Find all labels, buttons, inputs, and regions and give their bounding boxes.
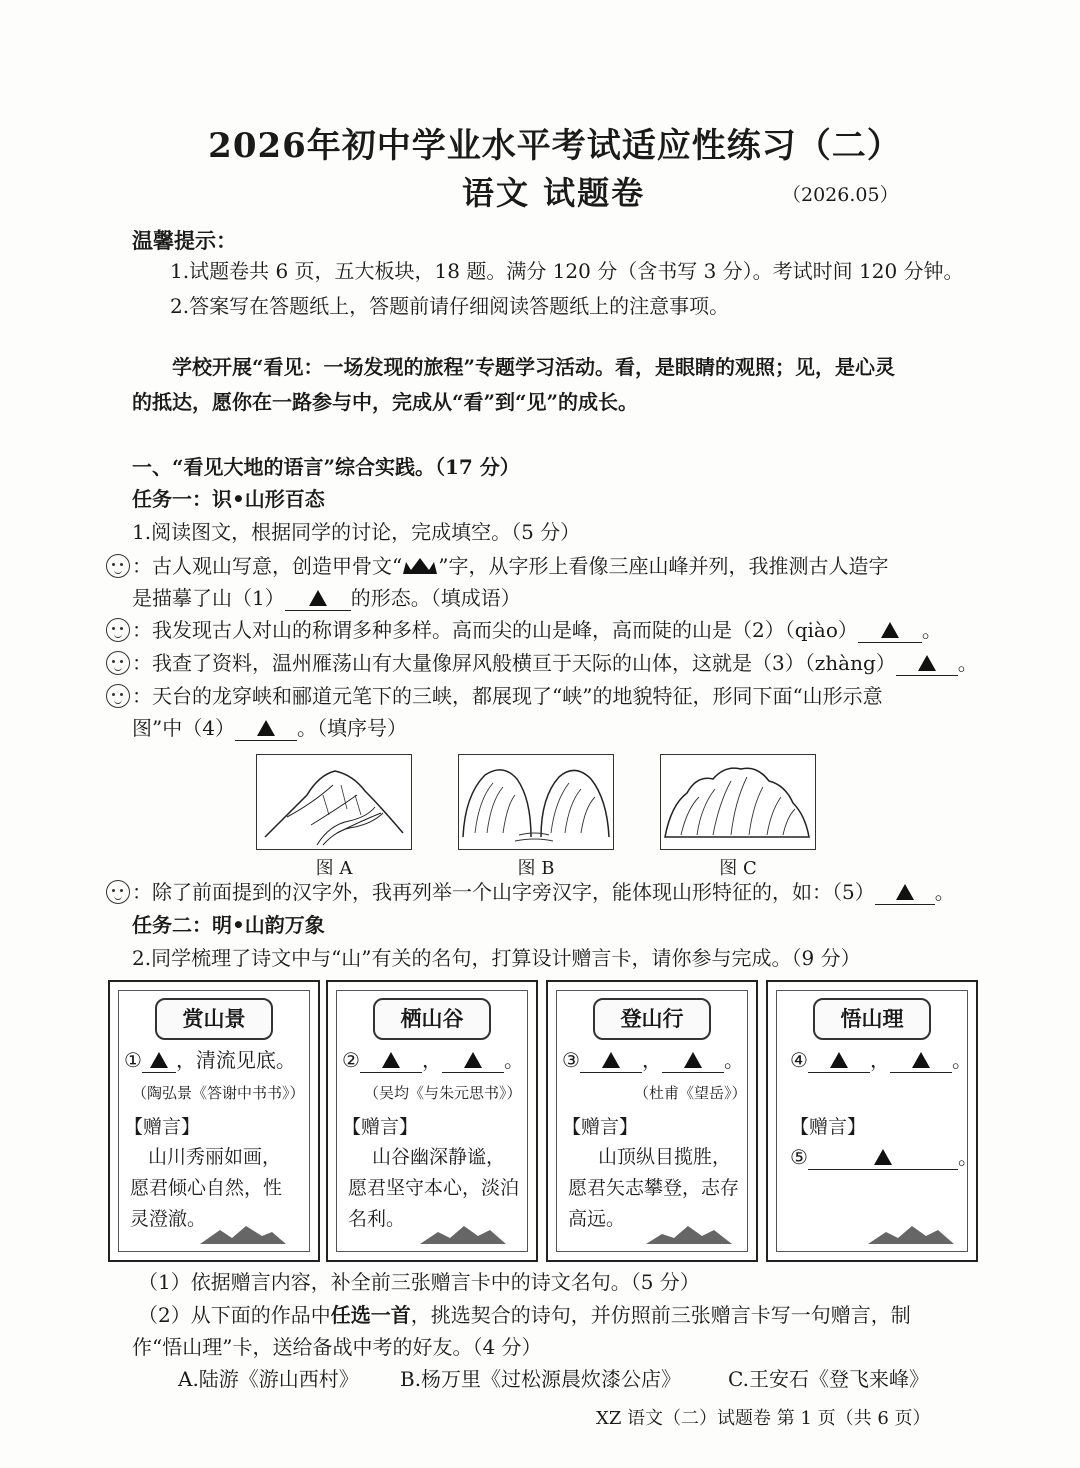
option-c: C.王安石《登飞来峰》 [728, 1367, 929, 1391]
student-face-icon [106, 880, 130, 904]
mountain-decoration-icon [644, 1224, 734, 1246]
speech-3: ：我查了资料，温州雁荡山有大量像屏风般横亘于天际的山体，这就是（3）（zhàng） 。 [106, 648, 978, 678]
answer-blank-5[interactable] [875, 880, 935, 905]
answer-blank-4[interactable] [235, 716, 297, 741]
answer-blank-1[interactable] [285, 586, 351, 611]
card-answer-blank[interactable] [808, 1145, 958, 1170]
blank-triangle-icon [684, 1052, 702, 1068]
speech-4-line-1: ：天台的龙穿峡和郦道元笔下的三峡，都展现了“峡”的地貌特征，形同下面“山形示意 [106, 681, 883, 711]
blank-triangle-icon [602, 1052, 620, 1068]
card-dengshanxing [546, 980, 758, 1262]
page-title: 2026年初中学业水平考试适应性练习（二） [208, 126, 902, 166]
card-answer-blank[interactable] [808, 1048, 870, 1073]
figure-b-image [458, 754, 614, 850]
card-source: （陶弘景《答谢中书书》） [132, 1084, 305, 1102]
mountain-b-icon [459, 755, 612, 848]
blank-triangle-icon [896, 884, 914, 900]
card-answer-blank[interactable] [142, 1048, 176, 1073]
card-shangshanjing [108, 980, 320, 1262]
task-2-heading: 任务二：明•山韵万象 [132, 913, 325, 937]
card-title: 栖山谷 [373, 998, 491, 1040]
card-poem-line: ① ，清流见底。 [124, 1048, 296, 1072]
mountain-decoration-icon [866, 1224, 956, 1246]
mountain-a-icon [257, 755, 410, 848]
card-source: （杜甫《望岳》） [634, 1084, 747, 1102]
card-zengyan-label: 【赠言】 [124, 1116, 201, 1138]
mountain-decoration-icon [198, 1224, 288, 1246]
student-face-icon [106, 684, 130, 708]
answer-blank-2[interactable] [858, 618, 922, 643]
section-1-heading: 一、“看见大地的语言”综合实践。（17 分） [132, 455, 520, 479]
page-footer: XZ 语文（二）试题卷 第 1 页（共 6 页） [596, 1408, 931, 1429]
speech-4-line-2: 图”中（4） 。（填序号） [132, 716, 407, 740]
student-face-icon [106, 618, 130, 642]
question-2: 2.同学梳理了诗文中与“山”有关的名句，打算设计赠言卡，请你参与完成。（9 分） [132, 946, 861, 970]
mountain-decoration-icon [418, 1224, 508, 1246]
speech-1-line-2: 是描摹了山（1） 的形态。（填成语） [132, 586, 521, 610]
oracle-mountain-icon [402, 557, 438, 575]
figure-a-caption: 图 A [315, 858, 353, 879]
subquestion-2-line-2: 作“悟山理”卡，送给备战中考的好友。（4 分） [132, 1335, 542, 1359]
card-zengyan-label: 【赠言】 [342, 1116, 419, 1138]
card-zengyan-text: 山谷幽深静谧， 愿君坚守本心，淡泊 名利。 [348, 1146, 520, 1230]
card-poem-line: ③ ， 。 [562, 1048, 744, 1072]
speech-2: ：我发现古人对山的称谓多种多样。高而尖的山是峰，高而陡的山是（2）（qiào） 。 [106, 615, 942, 645]
card-poem-line: ② ， 。 [342, 1048, 524, 1072]
blank-triangle-icon [881, 622, 899, 638]
subquestion-2-line-1: （2）从下面的作品中任选一首，挑选契合的诗句，并仿照前三张赠言卡写一句赠言，制 [138, 1303, 911, 1327]
figure-c-caption: 图 C [719, 858, 757, 879]
card-answer-blank[interactable] [580, 1048, 642, 1073]
intro-line-2: 的抵达，愿你在一路参与中，完成从“看”到“见”的成长。 [132, 390, 639, 414]
speech-5: ：除了前面提到的汉字外，我再列举一个山字旁汉字，能体现山形特征的，如：（5） 。 [106, 877, 955, 907]
card-zengyan-text: 山川秀丽如画， 愿君倾心自然，性 灵澄澈。 [130, 1146, 283, 1230]
figure-a-image [256, 754, 412, 850]
mountain-c-icon [661, 755, 814, 848]
card-title: 登山行 [593, 998, 711, 1040]
tips-heading: 温馨提示： [132, 228, 237, 253]
figure-c-image [660, 754, 816, 850]
card-qishangu [326, 980, 538, 1262]
intro-line-1: 学校开展“看见：一场发现的旅程”专题学习活动。看，是眼睛的观照；见，是心灵 [172, 355, 896, 379]
task-1-heading: 任务一：识•山形百态 [132, 487, 325, 511]
tip-1: 1.试题卷共 6 页，五大板块，18 题。满分 120 分（含书写 3 分）。考试时间 120 分钟。 [170, 259, 964, 283]
card-answer-blank[interactable] [890, 1048, 952, 1073]
blank-triangle-icon [874, 1149, 892, 1165]
blank-triangle-icon [464, 1052, 482, 1068]
card-title: 悟山理 [813, 998, 931, 1040]
card-wushanli [766, 980, 978, 1262]
figure-b-caption: 图 B [517, 858, 555, 879]
blank-triangle-icon [257, 720, 275, 736]
student-face-icon [106, 651, 130, 675]
blank-triangle-icon [150, 1052, 168, 1068]
student-face-icon [106, 554, 130, 578]
blank-triangle-icon [912, 1052, 930, 1068]
speech-1-line-1: ：古人观山写意，创造甲骨文“ ”字，从字形上看像三座山峰并列，我推测古人造字 [106, 551, 888, 581]
card-zengyan-blank-line: ⑤ 。 [790, 1145, 978, 1169]
card-zengyan-text: 山顶纵目揽胜， 愿君矢志攀登，志存 高远。 [568, 1146, 740, 1230]
answer-blank-3[interactable] [896, 651, 958, 676]
exam-date: （2026.05） [782, 184, 899, 206]
page-subtitle: 语文 试题卷 [462, 174, 646, 212]
blank-triangle-icon [830, 1052, 848, 1068]
blank-triangle-icon [918, 655, 936, 671]
tip-2: 2.答案写在答题纸上，答题前请仔细阅读答题纸上的注意事项。 [170, 294, 730, 318]
card-answer-blank[interactable] [360, 1048, 422, 1073]
subquestion-1: （1）依据赠言内容，补全前三张赠言卡中的诗文名句。（5 分） [138, 1270, 700, 1294]
question-1: 1.阅读图文，根据同学的讨论，完成填空。（5 分） [132, 520, 581, 544]
card-source: （吴均《与朱元思书》） [364, 1084, 522, 1102]
option-a: A.陆游《游山西村》 [178, 1367, 359, 1391]
card-answer-blank[interactable] [442, 1048, 504, 1073]
blank-triangle-icon [309, 590, 327, 606]
option-b: B.杨万里《过松源晨炊漆公店》 [400, 1367, 682, 1391]
card-zengyan-label: 【赠言】 [790, 1116, 867, 1138]
card-zengyan-label: 【赠言】 [562, 1116, 639, 1138]
card-answer-blank[interactable] [662, 1048, 724, 1073]
card-poem-line: ④ ， 。 [790, 1048, 972, 1072]
blank-triangle-icon [382, 1052, 400, 1068]
card-title: 赏山景 [155, 998, 273, 1040]
